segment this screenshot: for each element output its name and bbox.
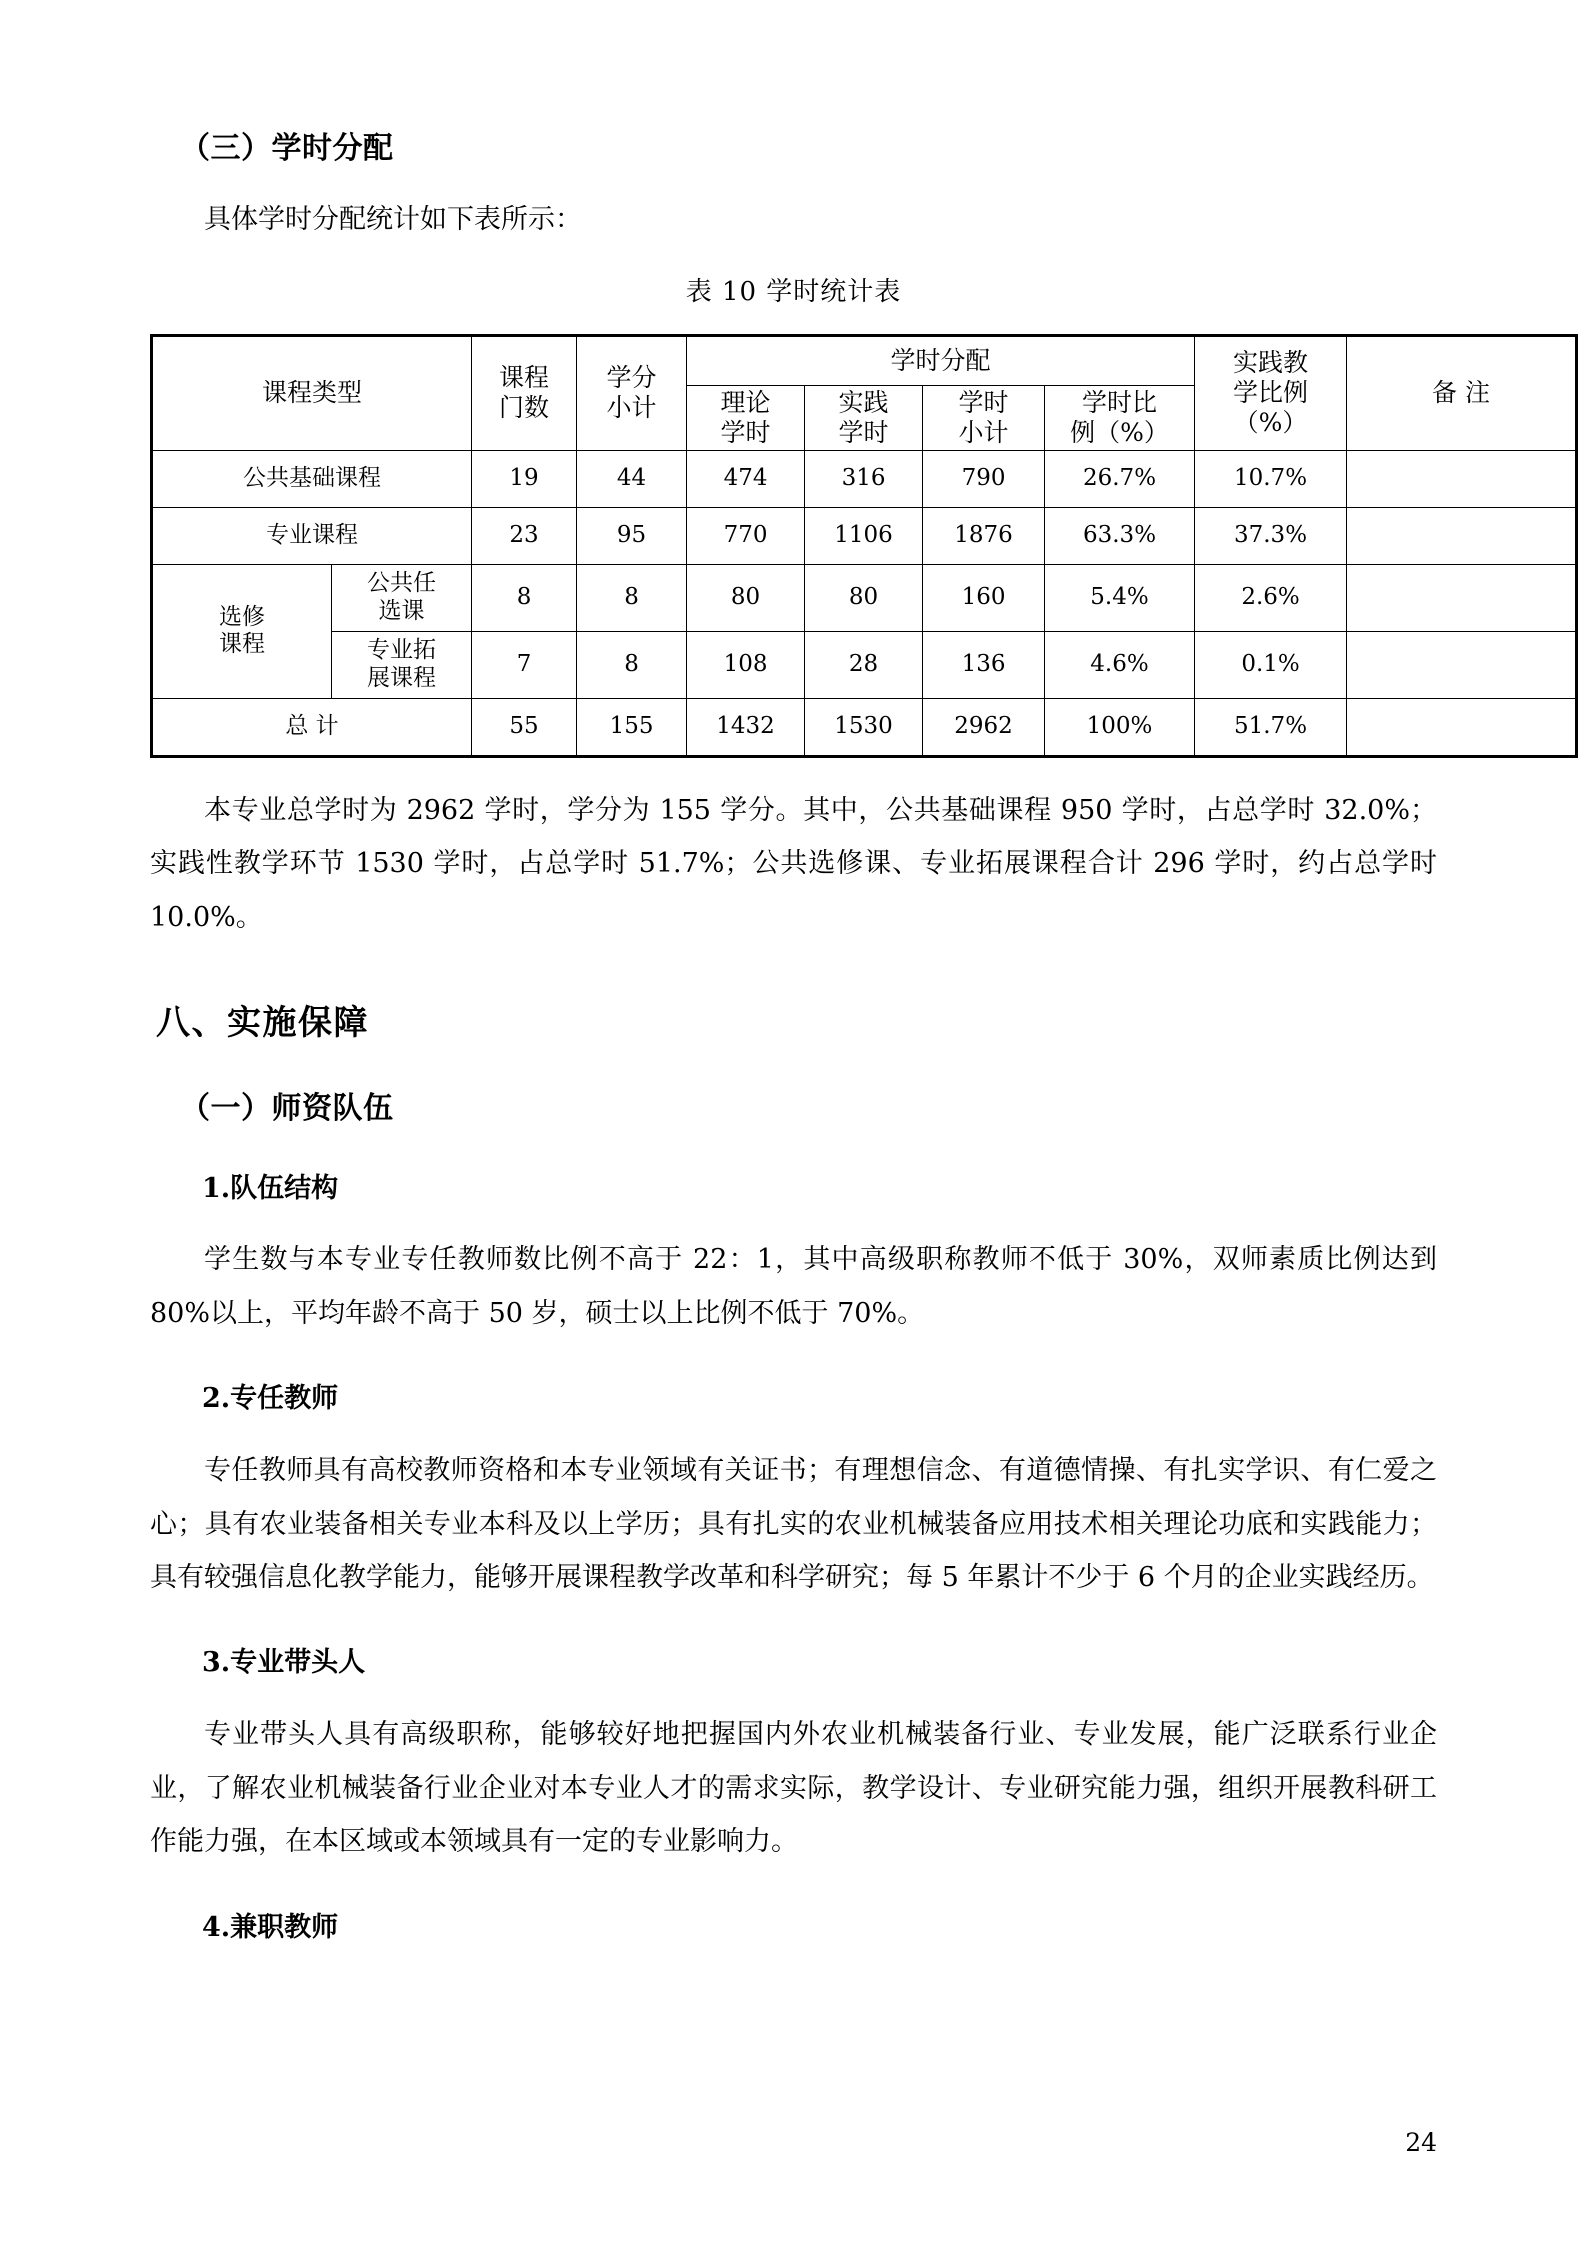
header-note: 备 注 (1347, 335, 1577, 450)
cell-hours-total: 136 (923, 631, 1045, 698)
cell-course-type-elective-line1: 选修 (219, 603, 265, 630)
table-row-total (152, 698, 1577, 756)
item-heading-program-leader: 3.专业带头人 (202, 1647, 366, 1679)
item-body-full-time-teachers: 专任教师具有高校教师资格和本专业领域有关证书；有理想信念、有道德情操、有扎实学识、有仁爱之心；具有农业装备相关专业本科及以上学历；具有扎实的农业机械装备应用技术相关理论功底和实践能力；具有较强信息化教学能力，能够开展课程教学改革和科学研究；每 5 年累计不少于 6 个月的企业实践经历。 (150, 1455, 1437, 1593)
cell-hours-total: 1876 (923, 507, 1045, 564)
cell-credits: 8 (577, 631, 687, 698)
header-hours-percent-line1: 学时比 (1082, 387, 1158, 417)
cell-total-course-count: 55 (472, 698, 577, 756)
cell-course-subtype-line2: 展课程 (367, 664, 436, 691)
header-theory-hours-line2: 学时 (720, 417, 771, 447)
item-heading-adjunct-teachers: 4.兼职教师 (202, 1911, 339, 1943)
header-course-type: 课程类型 (152, 335, 472, 450)
cell-total-theory-hours: 1432 (687, 698, 805, 756)
item-heading-team-structure: 1.队伍结构 (202, 1172, 339, 1204)
cell-course-count: 23 (472, 507, 577, 564)
header-hours-percent (1045, 385, 1195, 450)
cell-total-practice-ratio: 51.7% (1195, 698, 1347, 756)
subsection-heading: （一）师资队伍 (180, 1090, 394, 1126)
cell-total-credits: 155 (577, 698, 687, 756)
cell-hours-percent: 5.4% (1045, 564, 1195, 631)
header-theory-hours (687, 385, 805, 450)
cell-note (1347, 564, 1577, 631)
cell-total-note (1347, 698, 1577, 756)
cell-course-type-elective-line2: 课程 (219, 631, 265, 658)
header-practice-hours-line2: 学时 (838, 417, 889, 447)
table-caption: 表 10 学时统计表 (685, 276, 902, 307)
header-credit-subtotal-line1: 学分 (606, 363, 657, 393)
cell-note (1347, 507, 1577, 564)
cell-course-subtype-line1: 专业拓 (367, 637, 436, 663)
header-practice-hours (805, 385, 923, 450)
cell-practice-ratio: 0.1% (1195, 631, 1347, 698)
header-practice-hours-line1: 实践 (838, 387, 889, 417)
header-practice-ratio-line3: （%） (1233, 408, 1308, 438)
cell-course-count: 7 (472, 631, 577, 698)
section-heading: （三）学时分配 (180, 131, 394, 166)
header-hours-percent-line2: 例（%） (1070, 417, 1169, 447)
cell-course-count: 19 (472, 450, 577, 507)
header-credit-subtotal-line2: 小计 (606, 393, 657, 423)
cell-total-hours: 2962 (923, 698, 1045, 756)
header-practice-ratio-line1: 实践教 (1233, 348, 1309, 378)
header-credit-subtotal (577, 335, 687, 450)
cell-credits: 95 (577, 507, 687, 564)
cell-course-type: 公共基础课程 (152, 450, 472, 507)
table-row (152, 631, 1577, 698)
header-hours-subtotal-line2: 小计 (958, 417, 1009, 447)
cell-course-type-elective (152, 564, 332, 698)
lead-text: 具体学时分配统计如下表所示： (204, 204, 582, 235)
cell-note (1347, 450, 1577, 507)
cell-theory-hours: 770 (687, 507, 805, 564)
header-hours-subtotal (923, 385, 1045, 450)
table-row (152, 564, 1577, 631)
header-practice-ratio-line2: 学比例 (1233, 378, 1309, 408)
cell-practice-hours: 28 (805, 631, 923, 698)
cell-total-hours-percent: 100% (1045, 698, 1195, 756)
hours-statistics-table (150, 334, 1578, 758)
cell-hours-total: 160 (923, 564, 1045, 631)
cell-course-type: 专业课程 (152, 507, 472, 564)
cell-practice-hours: 316 (805, 450, 923, 507)
cell-theory-hours: 474 (687, 450, 805, 507)
cell-total-practice-hours: 1530 (805, 698, 923, 756)
cell-hours-percent: 4.6% (1045, 631, 1195, 698)
chapter-heading: 八、实施保障 (156, 1002, 369, 1043)
header-course-count-line2: 门数 (499, 393, 550, 423)
cell-hours-total: 790 (923, 450, 1045, 507)
item-heading-full-time-teachers: 2.专任教师 (202, 1383, 339, 1415)
cell-practice-hours: 80 (805, 564, 923, 631)
cell-hours-percent: 26.7% (1045, 450, 1195, 507)
header-hours-subtotal-line1: 学时 (958, 387, 1009, 417)
cell-practice-ratio: 2.6% (1195, 564, 1347, 631)
cell-hours-percent: 63.3% (1045, 507, 1195, 564)
summary-paragraph: 本专业总学时为 2962 学时，学分为 155 学分。其中，公共基础课程 950 学时，占总学时 32.0%；实践性教学环节 1530 学时，占总学时 51.7%；公共选修课、专业拓展课程合计 296 学时，约占总学时 10.0%。 (150, 794, 1437, 933)
header-practice-ratio (1195, 335, 1347, 450)
item-body-program-leader: 专业带头人具有高级职称，能够较好地把握国内外农业机械装备行业、专业发展，能广泛联系行业企业，了解农业机械装备行业企业对本专业人才的需求实际，教学设计、专业研究能力强，组织开展教科研工作能力强，在本区域或本领域具有一定的专业影响力。 (150, 1719, 1437, 1858)
header-hours-distribution: 学时分配 (687, 335, 1195, 385)
cell-note (1347, 631, 1577, 698)
table-row (152, 450, 1577, 507)
cell-practice-ratio: 10.7% (1195, 450, 1347, 507)
cell-practice-ratio: 37.3% (1195, 507, 1347, 564)
header-theory-hours-line1: 理论 (720, 387, 771, 417)
cell-course-count: 8 (472, 564, 577, 631)
table-row (152, 507, 1577, 564)
cell-course-subtype-line1: 公共任 (367, 570, 436, 596)
item-body-team-structure: 学生数与本专业专任教师数比例不高于 22：1，其中高级职称教师不低于 30%，双师素质比例达到 80%以上，平均年龄不高于 50 岁，硕士以上比例不低于 70%。 (150, 1244, 1437, 1329)
cell-theory-hours: 80 (687, 564, 805, 631)
cell-credits: 8 (577, 564, 687, 631)
cell-course-subtype-line2: 选课 (378, 597, 425, 624)
cell-theory-hours: 108 (687, 631, 805, 698)
page-number: 24 (1405, 2128, 1437, 2157)
header-course-count-line1: 课程 (499, 363, 550, 393)
cell-practice-hours: 1106 (805, 507, 923, 564)
header-course-count (472, 335, 577, 450)
cell-total-label: 总 计 (152, 698, 472, 756)
cell-course-subtype (332, 631, 472, 698)
cell-credits: 44 (577, 450, 687, 507)
cell-course-subtype (332, 564, 472, 631)
